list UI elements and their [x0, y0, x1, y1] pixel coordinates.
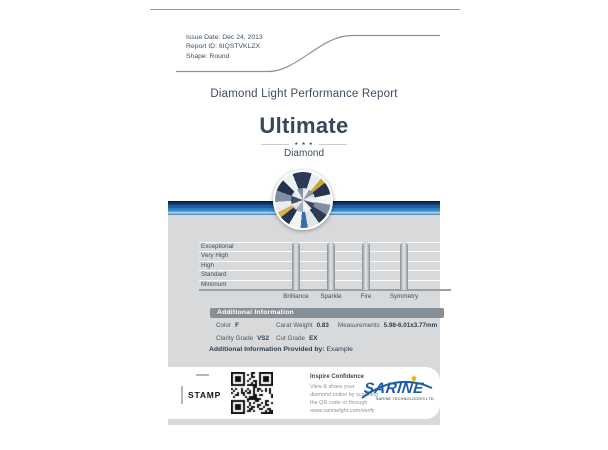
header-curve-line	[168, 0, 440, 80]
field-carat-value: 0.83	[316, 322, 329, 329]
field-cut-value: EX	[309, 335, 318, 342]
field-measurements-label: Measurements	[338, 322, 380, 329]
scale-label-high: High	[199, 262, 451, 271]
sarine-logo-subtext: SARINE TECHNOLOGIES LTD.	[375, 397, 435, 401]
bar-symmetry	[400, 242, 408, 290]
report-id: Report ID: 6IQSTVKLZX	[186, 43, 261, 51]
category-label-sparkle: Sparkle	[320, 293, 342, 300]
field-cut-grade	[276, 335, 317, 342]
inspire-line-3: the QR code or through	[310, 399, 368, 406]
scale-label-standard: Standard	[199, 271, 451, 280]
field-measurements-value: 5.98-6.01x3.77mm	[383, 322, 438, 329]
divider-line-left	[261, 144, 289, 145]
field-carat-weight	[276, 322, 329, 329]
stars-divider	[168, 141, 440, 147]
three-stars-icon: ★ ★ ★	[294, 141, 314, 146]
scale-label-minimum: Minimum	[199, 281, 451, 290]
performance-chart	[199, 242, 451, 300]
sarine-logo-text: SARINE	[363, 380, 425, 397]
chart-baseline	[199, 289, 451, 291]
inspire-title: Inspire Confidence	[310, 374, 365, 380]
qr-code	[231, 372, 273, 414]
stamp-label: STAMP	[188, 390, 222, 400]
scale-label-exceptional: Exceptional	[199, 243, 451, 252]
field-carat-label: Carat Weight	[276, 322, 313, 329]
verify-url: www.sarinelight.com/verify	[310, 408, 375, 415]
diamond-photo	[273, 170, 333, 230]
provided-by-label: Additional Information Provided by:	[209, 346, 325, 353]
diamond-facets	[275, 172, 331, 228]
bar-brilliance	[292, 242, 300, 290]
grade-subtitle: Diamond	[283, 148, 325, 159]
category-label-brilliance: Brilliance	[283, 293, 309, 300]
certificate	[150, 0, 460, 450]
field-clarity-grade	[216, 335, 269, 342]
stamp-dash	[196, 374, 209, 376]
grade-name: Ultimate	[259, 113, 349, 138]
inspire-line-1: View & share your	[310, 383, 355, 390]
field-measurements	[338, 322, 437, 329]
field-color-value: F	[235, 322, 239, 329]
provided-by-line	[209, 346, 353, 353]
field-cut-label: Cut Grade	[276, 335, 306, 342]
field-color	[216, 322, 239, 329]
divider-line-right	[319, 144, 347, 145]
stamp-divider-line	[181, 386, 183, 404]
inspire-line-2: diamond online by scanning	[310, 391, 379, 398]
category-label-fire: Fire	[360, 293, 372, 300]
field-clarity-label: Clarity Grade	[216, 335, 254, 342]
additional-info-header: Additional Information	[210, 308, 444, 318]
issue-date: Issue Date: Dec 24, 2013	[186, 34, 263, 41]
report-title: Diamond Light Performance Report	[210, 88, 398, 100]
field-color-label: Color	[216, 322, 232, 329]
provided-by-value: Example	[326, 346, 353, 353]
category-label-symmetry: Symmetry	[389, 293, 419, 300]
scale-label-very-high: Very High	[199, 252, 451, 261]
shape-value: Shape: Round	[186, 52, 230, 60]
field-clarity-value: VS2	[257, 335, 269, 342]
bar-fire	[362, 242, 370, 290]
sarine-logo	[359, 375, 437, 403]
bar-sparkle	[327, 242, 335, 290]
